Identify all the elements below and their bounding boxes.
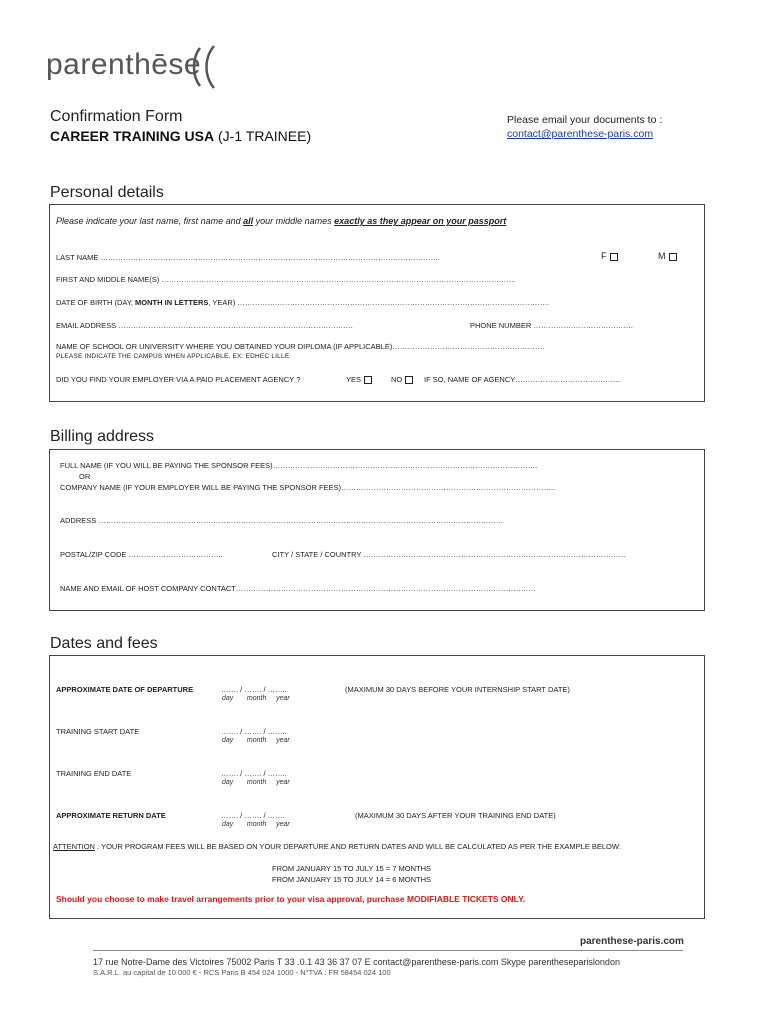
gender-f-option[interactable]: F [601,251,618,261]
program-type: (J-1 TRAINEE) [214,128,312,144]
departure-date-field[interactable]: ……. / ……. / …….. [221,685,287,694]
training-start-label: TRAINING START DATE [56,727,140,736]
personal-details-title: Personal details [50,184,164,201]
checkbox-yes[interactable] [364,376,372,384]
checkbox-f[interactable] [610,253,618,261]
billing-company-field[interactable]: COMPANY NAME (IF YOUR EMPLOYER WILL BE PAYING THE SPONSOR FEES)………………………………………………………………………….. [60,483,556,492]
billing-or-label: OR [79,472,91,481]
departure-date-label: APPROXIMATE DATE OF DEPARTURE [56,685,194,694]
logo-parenthesis-mark [190,44,218,90]
footer-divider [93,950,683,951]
last-name-field[interactable]: LAST NAME ………………………………………………………………………………………………………………………. [56,253,441,262]
footer-address-line: 17 rue Notre-Dame des Victoires 75002 Paris T 33 .0.1 43 36 37 07 E contact@parenthese-paris.com Skype parentheseparislondon [93,957,620,967]
agency-no-option[interactable]: NO [391,375,413,384]
footer-legal-line: S.A.R.L. au capital de 10 000 € - RCS Paris B 454 024 1000 - N°TVA : FR 58454 024 100 [93,968,391,977]
program-title [50,128,311,144]
host-contact-field[interactable]: NAME AND EMAIL OF HOST COMPANY CONTACT………………………………………………………………………………………………………… [60,584,536,593]
email-note-text: Please email your documents to : [507,114,663,126]
training-end-field[interactable]: ……. / ……. / …….. [221,769,287,778]
training-start-field[interactable]: ……. / ……. / …….. [221,727,287,736]
phone-number-field[interactable]: PHONE NUMBER …………………………………. [470,321,633,330]
departure-date-hint: day month year [222,695,290,702]
first-middle-name-field[interactable]: FIRST AND MIDDLE NAME(S) ……………………………………………………………………………………………………………………………. [56,275,516,284]
return-date-hint: day month year [222,821,290,828]
checkbox-m[interactable] [669,253,677,261]
attention-note: ATTENTION : YOUR PROGRAM FEES WILL BE BASED ON YOUR DEPARTURE AND RETURN DATES AND WILL BE CALCULATED AS PER THE EXAMPLE BELOW: [53,842,621,851]
email-address-field[interactable]: EMAIL ADDRESS …………………………………………………………………………………. [56,321,353,330]
training-start-hint: day month year [222,737,290,744]
email-note [507,114,707,140]
fee-example-2: FROM JANUARY 15 TO JULY 14 = 6 MONTHS [272,875,432,884]
city-state-country-field[interactable]: CITY / STATE / COUNTRY …………………………………………………………………………………………… [272,550,626,559]
footer-website: parenthese-paris.com [580,936,684,947]
training-end-hint: day month year [222,779,290,786]
training-end-label: TRAINING END DATE [56,769,132,778]
logo: parenthēse [46,48,202,81]
dates-fees-title: Dates and fees [50,635,158,652]
gender-m-option[interactable]: M [658,251,677,261]
fee-example-1: FROM JANUARY 15 TO JULY 15 = 7 MONTHS [272,864,432,873]
postal-code-field[interactable]: POSTAL/ZIP CODE ……………………………….. [60,550,223,559]
form-title: Confirmation Form [50,108,183,125]
departure-date-note: (MAXIMUM 30 DAYS BEFORE YOUR INTERNSHIP START DATE) [345,685,570,694]
agency-yes-option[interactable]: YES [346,375,372,384]
school-note: PLEASE INDICATE THE CAMPUS WHEN APPLICABLE, EX: EDHEC LILLE [56,353,290,360]
agency-question: DID YOU FIND YOUR EMPLOYER VIA A PAID PLACEMENT AGENCY ? [56,375,301,384]
return-date-field[interactable]: ……. / ……. / ……. [221,811,285,820]
billing-full-name-field[interactable]: FULL NAME (IF YOU WILL BE PAYING THE SPONSOR FEES)……………………………………………………………………………………………. [60,461,538,470]
program-name: CAREER TRAINING USA [50,128,215,144]
return-date-label: APPROXIMATE RETURN DATE [56,811,166,820]
school-field[interactable]: NAME OF SCHOOL OR UNIVERSITY WHERE YOU OBTAINED YOUR DIPLOMA (IF APPLICABLE)……………………………………………………. [56,342,545,351]
billing-address-field[interactable]: ADDRESS ……………………………………………………………………………………………………………………………………………… [60,516,504,525]
checkbox-no[interactable] [405,376,413,384]
return-date-note: (MAXIMUM 30 DAYS AFTER YOUR TRAINING END DATE) [355,811,556,820]
billing-address-title: Billing address [50,428,155,445]
contact-email-link[interactable]: contact@parenthese-paris.com [507,128,654,140]
agency-name-field[interactable]: IF SO, NAME OF AGENCY…………………………………… [424,375,621,384]
date-of-birth-field[interactable]: DATE OF BIRTH (DAY, MONTH IN LETTERS, YEAR) …………………………………………………………………………………………………………….. [56,298,550,307]
passport-instruction: Please indicate your last name, first name and all your middle names exactly as they appear on your passport [56,216,507,226]
ticket-warning: Should you choose to make travel arrangements prior to your visa approval, purchase MODIFIABLE TICKETS ONLY. [56,894,526,904]
